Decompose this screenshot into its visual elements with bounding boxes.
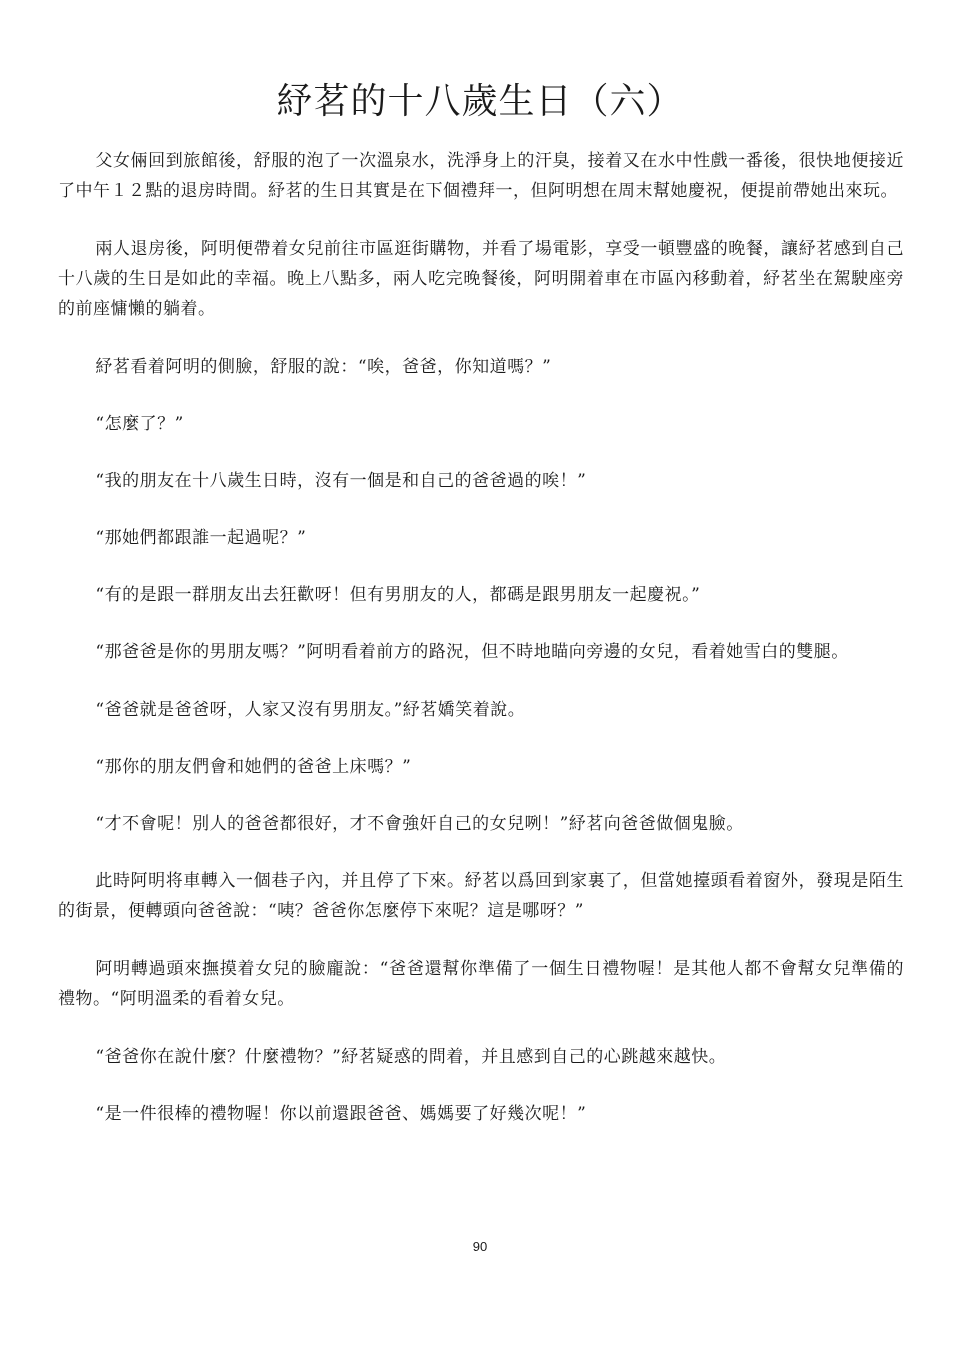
paragraph-14: “爸爸你在說什麼？什麼禮物？”紓茗疑惑的問着，并且感到自己的心跳越來越快。 <box>95 1047 727 1067</box>
paragraph-11: “才不會呢！別人的爸爸都很好，才不會強奸自己的女兒咧！”紓茗向爸爸做個鬼臉。 <box>95 814 744 834</box>
paragraph-4: “怎麼了？” <box>95 414 184 434</box>
paragraph-9: “爸爸就是爸爸呀，人家又沒有男朋友。”紓茗嬌笑着說。 <box>95 700 526 720</box>
page-number: 90 <box>472 1239 488 1254</box>
paragraph-1: 父女倆回到旅館後，舒服的泡了一次溫泉水，洗淨身上的汗臭，接着又在水中性戲一番後，很快地便接近了中午１２點的退房時間。紓茗的生日其實是在下個禮拜一，但阿明想在周末幫她慶祝，便提前帶她出來玩。 <box>58 151 904 201</box>
paragraph-15: “是一件很棒的禮物喔！你以前還跟爸爸、媽媽要了好幾次呢！” <box>95 1104 587 1124</box>
paragraph-2: 兩人退房後，阿明便帶着女兒前往市區逛街購物，并看了場電影，享受一頓豐盛的晚餐，讓紓茗感到自己十八歲的生日是如此的幸福。晚上八點多，兩人吃完晚餐後，阿明開着車在市區內移動着，紓茗坐在駕駛座旁的前座慵懶的躺着。 <box>58 239 904 319</box>
paragraph-12: 此時阿明将車轉入一個巷子內，并且停了下來。紓茗以爲回到家裏了，但當她擡頭看着窗外，發現是陌生的街景，便轉頭向爸爸說：“咦？爸爸你怎麼停下來呢？這是哪呀？” <box>58 871 904 921</box>
page-title: 紓茗的十八歲生日（六） <box>276 81 684 122</box>
body-text <box>58 146 904 1156</box>
paragraph-8: “那爸爸是你的男朋友嗎？”阿明看着前方的路況，但不時地瞄向旁邊的女兒，看着她雪白的雙腿。 <box>95 642 849 662</box>
paragraph-5: “我的朋友在十八歲生日時，沒有一個是和自己的爸爸過的唉！” <box>95 471 587 491</box>
paragraph-3: 紓茗看着阿明的側臉，舒服的說：“唉，爸爸，你知道嗎？” <box>95 357 552 377</box>
paragraph-10: “那你的朋友們會和她們的爸爸上床嗎？” <box>95 757 412 777</box>
paragraph-6: “那她們都跟誰一起過呢？” <box>95 528 307 548</box>
paragraph-13: 阿明轉過頭來撫摸着女兒的臉龐說：“爸爸還幫你準備了一個生日禮物喔！是其他人都不會幫女兒準備的禮物。“阿明溫柔的看着女兒。 <box>58 959 904 1009</box>
paragraph-7: “有的是跟一群朋友出去狂歡呀！但有男朋友的人，都碼是跟男朋友一起慶祝。” <box>95 585 701 605</box>
